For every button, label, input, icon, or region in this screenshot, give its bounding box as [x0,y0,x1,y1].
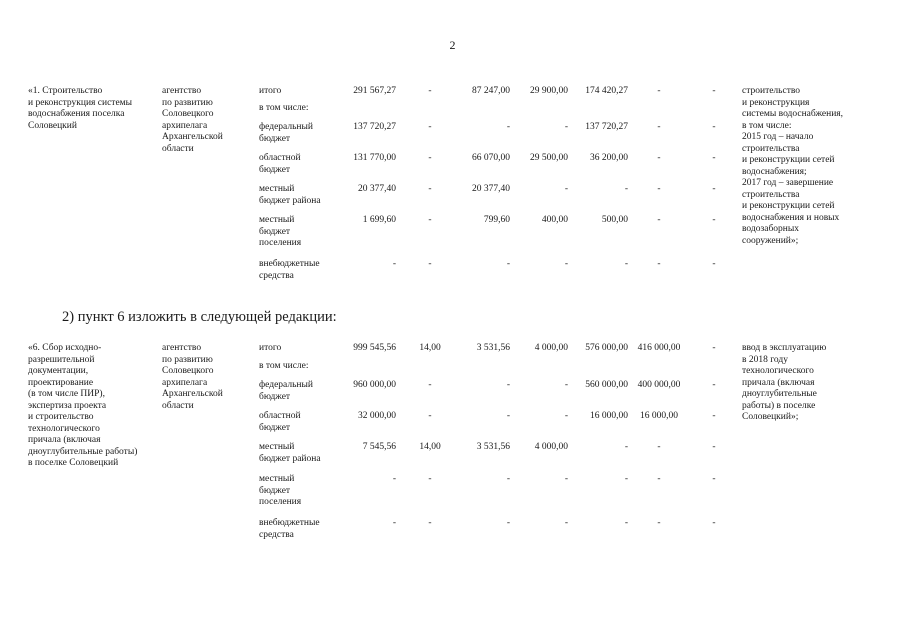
amount-cell: 3 531,56 [476,442,510,452]
funding-source-label: итого [259,86,282,96]
funding-source-label: федеральный бюджет [259,122,313,144]
amount-cell: - [428,184,432,194]
funding-source-label: местный бюджет поселения [259,215,302,248]
amount-cell: 32 000,00 [358,411,396,421]
amount-cell: - [564,184,568,194]
amount-cell: - [657,442,661,452]
amount-cell: - [712,518,716,528]
amount-cell: - [564,518,568,528]
funding-source-label: внебюджетные средства [259,259,320,281]
funding-source-label: местный бюджет района [259,442,321,464]
amount-cell: 29 500,00 [530,153,568,163]
amount-cell: 3 531,56 [476,343,510,353]
amount-cell: - [712,215,716,225]
amount-cell: - [624,259,628,269]
amount-cell: - [657,86,661,96]
amount-cell: 4 000,00 [534,442,568,452]
amount-cell: 960 000,00 [353,380,396,390]
amount-cell: - [564,411,568,421]
amount-cell: - [657,518,661,528]
amount-cell: 14,00 [419,442,441,452]
amount-cell: 500,00 [601,215,628,225]
amount-cell: - [428,474,432,484]
amount-cell: 174 420,27 [585,86,628,96]
amount-cell: - [564,380,568,390]
amount-cell: - [428,518,432,528]
amount-cell: - [657,259,661,269]
amount-cell: 400,00 [541,215,568,225]
amount-cell: 137 720,27 [585,122,628,132]
amount-cell: - [657,215,661,225]
amount-cell: 999 545,56 [353,343,396,353]
amount-cell: - [428,380,432,390]
amount-cell: 576 000,00 [585,343,628,353]
amount-cell: - [712,442,716,452]
executor: агентство по развитию Соловецкого архипелага Архангельской области [162,86,223,154]
amount-cell: - [624,474,628,484]
executor: агентство по развитию Соловецкого архипелага Архангельской области [162,343,223,411]
amount-cell: 131 770,00 [353,153,396,163]
amount-cell: 400 000,00 [637,380,681,390]
funding-source-label: областной бюджет [259,411,301,433]
amount-cell: - [657,122,661,132]
amount-cell: - [564,259,568,269]
amount-cell: - [624,442,628,452]
amount-cell: 7 545,56 [362,442,396,452]
amount-cell: 4 000,00 [534,343,568,353]
amount-cell: - [712,153,716,163]
amount-cell: 36 200,00 [590,153,628,163]
amount-cell: 87 247,00 [472,86,510,96]
amount-cell: - [564,474,568,484]
amount-cell: 14,00 [419,343,441,353]
amount-cell: 16 000,00 [590,411,628,421]
amount-cell: - [428,122,432,132]
funding-source-label: в том числе: [259,361,309,371]
page-number: 2 [449,38,456,52]
amount-cell: 291 567,27 [353,86,396,96]
amount-cell: 560 000,00 [585,380,628,390]
amount-cell: 16 000,00 [640,411,678,421]
amount-cell: - [712,343,716,353]
amount-cell: - [657,184,661,194]
amount-cell: - [392,259,396,269]
amount-cell: 20 377,40 [472,184,510,194]
amount-cell: - [712,474,716,484]
amount-cell: - [712,259,716,269]
amount-cell: - [506,259,510,269]
amount-cell: 416 000,00 [637,343,681,353]
amount-cell: - [712,411,716,421]
funding-source-label: в том числе: [259,103,309,113]
amount-cell: 137 720,27 [353,122,396,132]
amount-cell: - [657,153,661,163]
item-name: «6. Сбор исходно- разрешительной документации, проектирование (в том числе ПИР), экспертиза проекта и строительство технологического причала (включая дноуглубительные работы) в поселке Соловецкий [28,343,138,468]
funding-source-label: внебюджетные средства [259,518,320,540]
amount-cell: - [624,518,628,528]
amount-cell: 29 900,00 [530,86,568,96]
amount-cell: 20 377,40 [358,184,396,194]
amount-cell: - [506,411,510,421]
amount-cell: - [428,215,432,225]
amount-cell: 1 699,60 [362,215,396,225]
amount-cell: 66 070,00 [472,153,510,163]
amount-cell: - [506,380,510,390]
amount-cell: - [428,86,432,96]
amount-cell: - [564,122,568,132]
amount-cell: - [624,184,628,194]
amount-cell: - [712,184,716,194]
amount-cell: - [712,380,716,390]
amount-cell: - [712,86,716,96]
funding-source-label: областной бюджет [259,153,301,175]
amount-cell: - [428,411,432,421]
amount-cell: - [392,518,396,528]
funding-source-label: федеральный бюджет [259,380,313,402]
item-name: «1. Строительство и реконструкция системы водоснабжения поселка Соловецкий [28,86,133,131]
amount-cell: - [392,474,396,484]
amount-cell: - [657,474,661,484]
funding-source-label: итого [259,343,282,353]
funding-source-label: местный бюджет района [259,184,321,206]
amount-cell: 799,60 [483,215,510,225]
amount-cell: - [428,153,432,163]
amount-cell: - [712,122,716,132]
amendment-heading: 2) пункт 6 изложить в следующей редакции: [62,309,337,325]
amount-cell: - [428,259,432,269]
expected-result: ввод в эксплуатацию в 2018 году технологического причала (включая дноуглубительные работы) в поселке Соловецкий»; [742,343,827,422]
amount-cell: - [506,474,510,484]
expected-result: строительство и реконструкция системы водоснабжения, в том числе: 2015 год – начало строительства и реконструкции сетей водоснабжения; 2017 год – завершение строительства и реконструкции сетей водоснабжения и новых водозаборных сооружений»; [742,86,844,246]
amount-cell: - [506,518,510,528]
funding-source-label: местный бюджет поселения [259,474,302,507]
amount-cell: - [506,122,510,132]
